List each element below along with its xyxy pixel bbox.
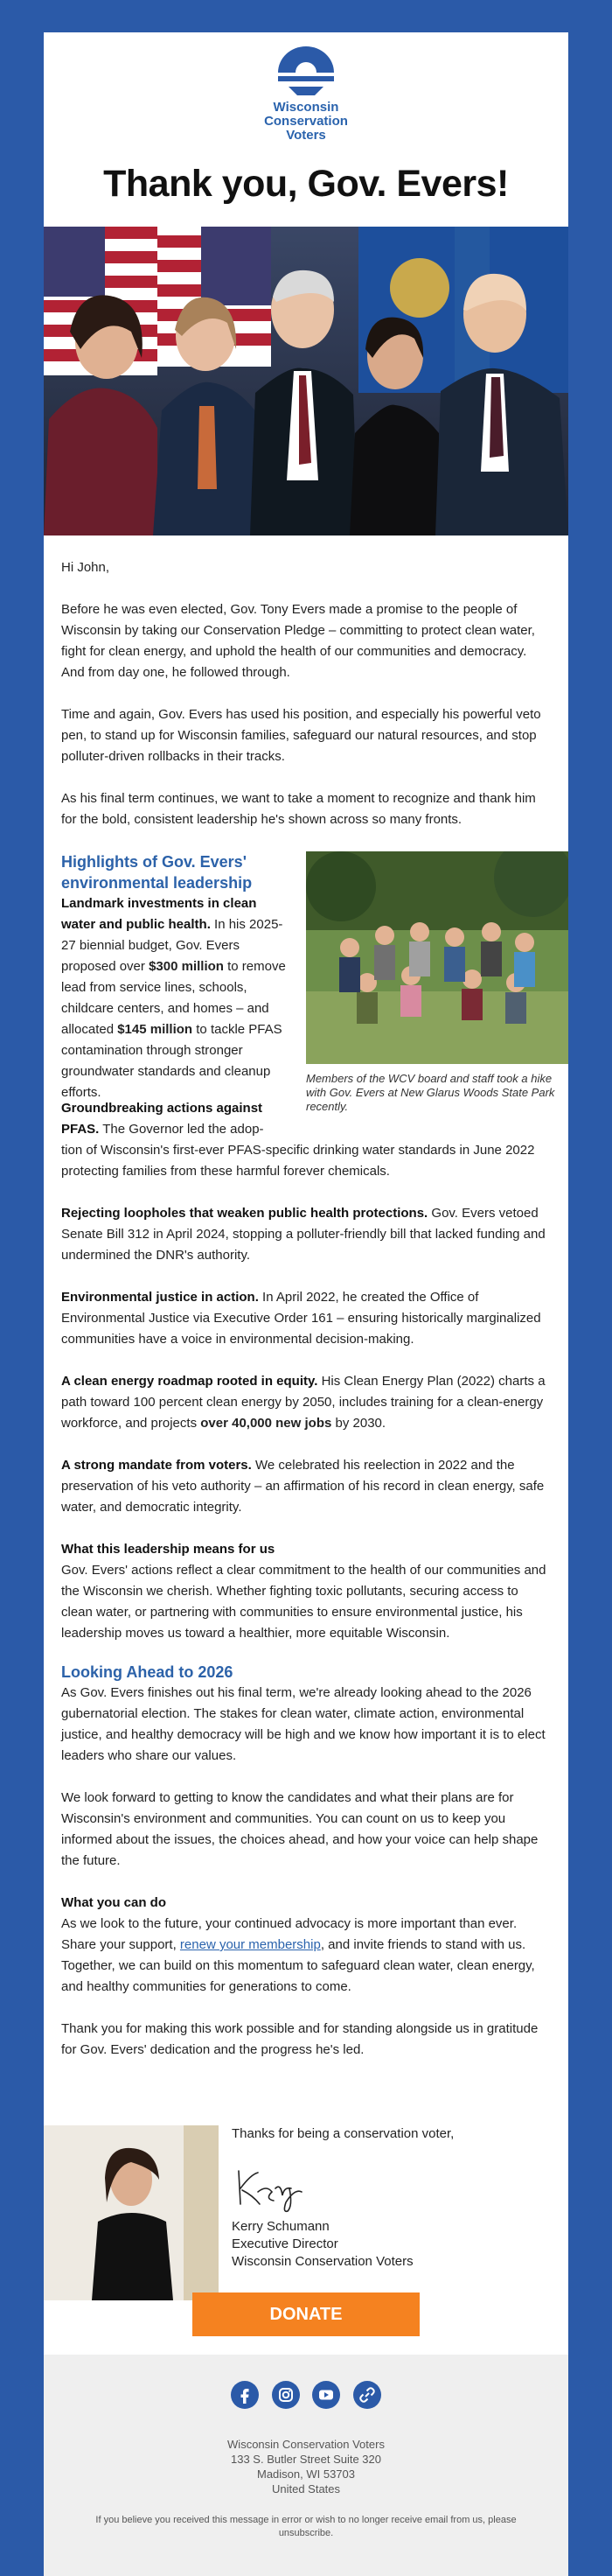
loopholes-lead: Rejecting loopholes that weaken public health protections. [61, 1206, 428, 1221]
signoff-line: Thanks for being a conservation voter, [232, 2126, 455, 2141]
ahead-paragraph-1: As Gov. Evers finishes out his final term, we're already looking ahead to the 2026 gubernatorial election. The stakes for clean water, climate action, environmental justice, and healthy democracy will be high and we know how important it is to elect leaders who share our values. [61, 1685, 546, 1763]
instagram-icon[interactable] [272, 2381, 300, 2409]
investments-paragraph [61, 893, 293, 1103]
handwritten-signature [232, 2153, 310, 2215]
signer-title: Executive Director [232, 2236, 338, 2251]
energy-paragraph [61, 1371, 551, 1434]
meaning-text: Gov. Evers' actions reflect a clear commitment to the health of our communities and the Wisconsin we cherish. Whether fighting toxic pollutants, securing access to clean water, or partnering with communities to ensure environmental justice, his leadership moves us toward a healthier, more equitable Wisconsin. [61, 1563, 546, 1641]
logo-line-1: Wisconsin [273, 100, 339, 115]
pfas-lead: Groundbreaking actions against PFAS. [61, 1101, 263, 1137]
email-card [44, 32, 568, 2576]
ahead-paragraph-2: We look forward to getting to know the candidates and what their plans are for Wisconsin's environment and communities. You can count on us to keep you informed about the issues, the choices ahead, and how your voice can help shape the future. [61, 1790, 539, 1868]
justice-paragraph [61, 1287, 551, 1350]
meaning-title: What this leadership means for us [61, 1542, 275, 1557]
justice-lead: Environmental justice in action. [61, 1290, 259, 1305]
wcv-logo-icon [276, 46, 336, 95]
signer-name: Kerry Schumann [232, 2219, 330, 2234]
energy-lead: A clean energy roadmap rooted in equity. [61, 1374, 318, 1389]
mailing-address [44, 2437, 568, 2496]
pfas-paragraph-start [61, 1098, 293, 1140]
action-text-1: As we look to the future, your continued advocacy is more important than ever. Share your support, [61, 1916, 518, 1952]
kerry-portrait-image [44, 2125, 219, 2300]
action-text-2: , and invite friends to stand with us. Together, we can build on this momentum to safeguard clean water, clean energy, and healthy communities for generations to come. [61, 1937, 535, 1994]
logo-line-3: Voters [286, 128, 326, 143]
loopholes-text: Gov. Evers vetoed Senate Bill 312 in April 2024, stopping a polluter-friendly bill that lacked funding and undermined the DNR's authority. [61, 1206, 546, 1263]
donate-button[interactable]: DONATE [192, 2292, 420, 2336]
energy-text-1: His Clean Energy Plan (2022) charts a path toward 100 percent clean energy by 2050, includes training for a clean-energy workforce, and projects [61, 1374, 546, 1431]
highlights-section [61, 851, 555, 1113]
highlights-title: Highlights of Gov. Evers' environmental leadership [61, 853, 253, 892]
photo-caption: Members of the WCV board and staff took a hike with Gov. Evers at New Glarus Woods State Park recently. [306, 1072, 555, 1113]
headline: Thank you, Gov. Evers! [103, 163, 509, 205]
footer [44, 2355, 568, 2576]
unsubscribe-notice[interactable]: If you believe you received this message in error or wish to no longer receive email from us, please unsubscribe. [95, 2515, 517, 2538]
wcv-logo[interactable] [44, 46, 568, 143]
hero-photo [44, 227, 568, 536]
address-line-3: Madison, WI 53703 [256, 2468, 355, 2481]
mandate-lead: A strong mandate from voters. [61, 1458, 252, 1473]
hike-photo-image [306, 851, 568, 1064]
investments-amount-1: $300 million [149, 959, 224, 974]
intro-paragraph-3: As his final term continues, we want to take a moment to recognize and thank him for the bold, consistent leadership he's shown across so many fronts. [61, 791, 536, 827]
action-paragraph [61, 1914, 551, 1998]
investments-lead: Landmark investments in clean water and public health. [61, 896, 257, 932]
address-line-2: 133 S. Butler Street Suite 320 [231, 2453, 381, 2466]
logo-line-2: Conservation [264, 114, 348, 129]
renew-membership-link[interactable]: renew your membership [179, 1937, 321, 1952]
closing-paragraph: Thank you for making this work possible and for standing alongside us in gratitude for Gov. Evers' dedication and the progress he's led. [61, 2021, 539, 2057]
investments-text-1: In his 2025-27 biennial budget, Gov. Evers proposed over [61, 917, 283, 974]
pfas-text-1: The Governor led the adop- [99, 1122, 264, 1137]
email-body [61, 557, 555, 2082]
ahead-title: Looking Ahead to 2026 [61, 1663, 233, 1681]
address-line-1: Wisconsin Conservation Voters [227, 2438, 385, 2451]
investments-text-2: to remove lead from service lines, schools, childcare centers, and homes – and allocated [61, 959, 286, 1037]
social-links [44, 2381, 568, 2409]
loopholes-paragraph [61, 1203, 551, 1266]
investments-amount-2: $145 million [117, 1022, 193, 1037]
signature-block [44, 2125, 568, 2300]
mandate-paragraph [61, 1455, 551, 1518]
youtube-icon[interactable] [312, 2381, 340, 2409]
justice-text: In April 2022, he created the Office of Environmental Justice via Executive Order 161 – ensuring historically marginalized communities have a voice in environmental decision-making. [61, 1290, 541, 1347]
link-icon[interactable] [353, 2381, 381, 2409]
facebook-icon[interactable] [231, 2381, 259, 2409]
intro-paragraph-2: Time and again, Gov. Evers has used his position, and especially his powerful veto pen, to stand up for Wisconsin families, safeguard our natural resources, and stop polluter-driven rollbacks in their tracks. [61, 707, 541, 764]
energy-jobs: over 40,000 new jobs [200, 1416, 332, 1431]
greeting: Hi John, [61, 560, 110, 575]
intro-paragraph-1: Before he was even elected, Gov. Tony Evers made a promise to the people of Wisconsin by taking our Conservation Pledge – committing to protect clean water, fight for clean energy, and uphold the health of our communities and democracy. And from day one, he followed through. [61, 602, 535, 680]
signer-org: Wisconsin Conservation Voters [232, 2254, 414, 2269]
pfas-paragraph-end: tion of Wisconsin's first-ever PFAS-specific drinking water standards in June 2022 protecting families from these harmful forever chemicals. [61, 1143, 535, 1179]
address-line-4: United States [271, 2482, 341, 2496]
energy-text-2: by 2030. [331, 1416, 386, 1431]
mandate-text: We celebrated his reelection in 2022 and the preservation of his veto authority – an affirmation of his record in clean energy, safe water, and democratic integrity. [61, 1458, 545, 1515]
group-photo-image [44, 227, 568, 536]
action-title: What you can do [61, 1895, 166, 1910]
investments-text-3: to tackle PFAS contamination through stronger groundwater standards and cleanup efforts. [61, 1022, 282, 1100]
